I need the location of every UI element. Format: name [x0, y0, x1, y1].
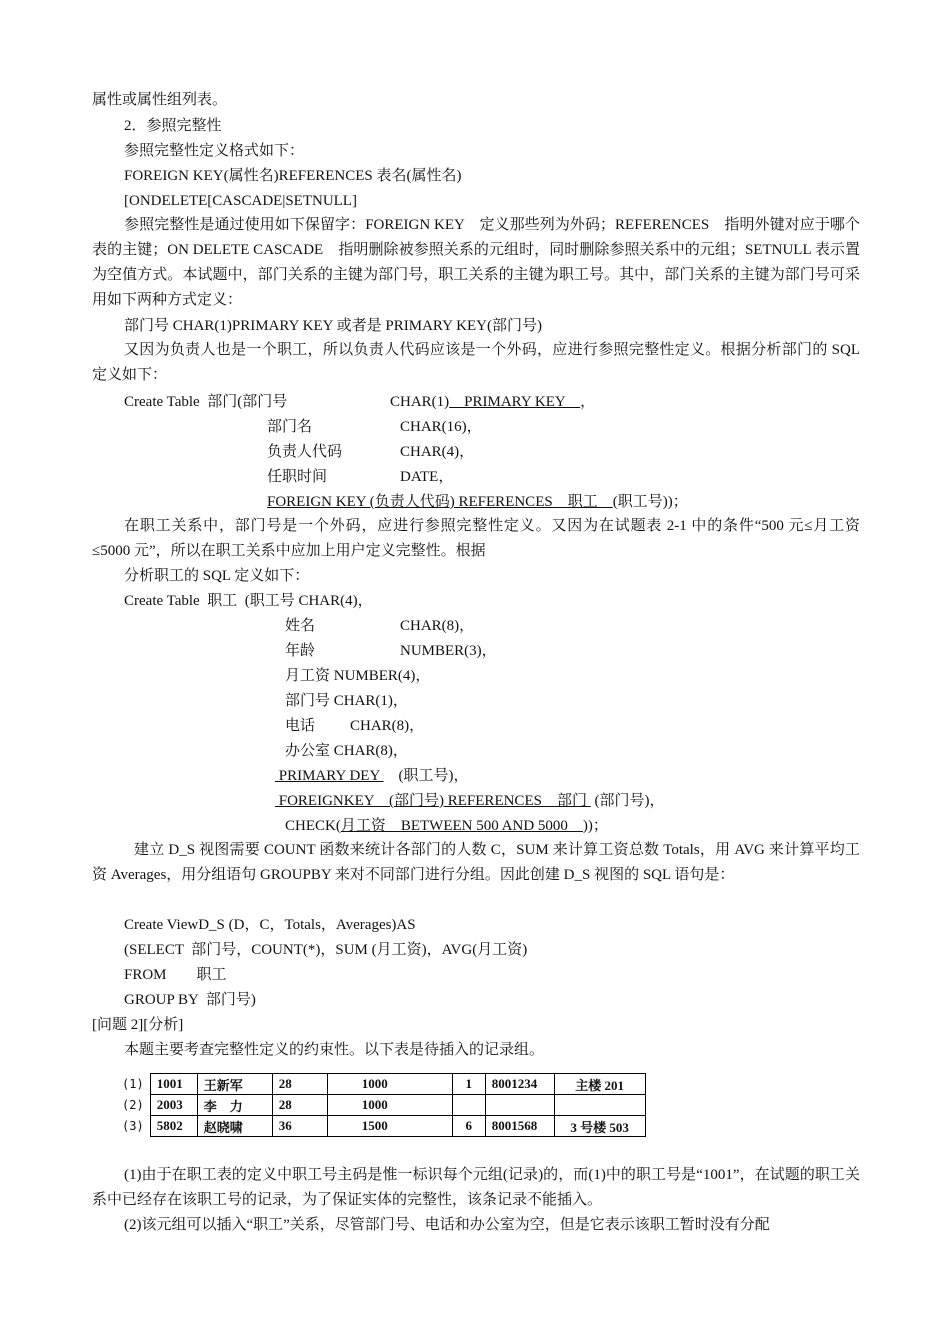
section-heading: [问题 2][分析]	[92, 1017, 184, 1033]
records-table	[122, 1073, 646, 1137]
dept-sql-type: CHAR(16)，	[400, 419, 482, 435]
table-cell: 1500	[327, 1116, 452, 1137]
dept-sql-type: DATE，	[400, 469, 454, 485]
dept-sql-pk: CHAR(1) PRIMARY KEY ，	[390, 394, 596, 410]
table-cell: 8001568	[485, 1116, 554, 1137]
text-line: 属性或属性组列表。	[92, 92, 228, 108]
paragraph: 在职工关系中，部门号是一个外码，应进行参照完整性定义。又因为在试题表 2-1 中的条件“500 元≤月工资≤5000 元”，所以在职工关系中应加上用户定义完整性。根据	[92, 518, 860, 559]
text-line: 分析职工的 SQL 定义如下：	[124, 568, 310, 584]
emp-sql-col: 姓名	[285, 618, 316, 634]
text-line: 参照完整性定义格式如下：	[124, 143, 305, 159]
table-cell	[485, 1095, 554, 1116]
paragraph: 又因为负责人也是一个职工，所以负责人代码应该是一个外码，应进行参照完整性定义。根据分析部门的 SQL 定义如下：	[92, 342, 860, 383]
dept-sql-col: 部门名	[267, 419, 313, 435]
emp-sql-col: 办公室 CHAR(8)，	[285, 743, 408, 759]
emp-sql-col: 电话	[285, 718, 316, 734]
text-line: 本题主要考查完整性定义的约束性。以下表是待插入的记录组。	[124, 1042, 545, 1058]
table-cell: 5802	[150, 1116, 197, 1137]
dept-sql-col: 任职时间	[267, 469, 328, 485]
code-line: GROUP BY 部门号)	[124, 992, 256, 1008]
dept-sql-type: CHAR(4)，	[400, 444, 475, 460]
table-cell: 6	[452, 1116, 485, 1137]
section-heading: 2．参照完整性	[124, 118, 222, 134]
table-cell: 28	[272, 1074, 327, 1095]
dept-sql-fk: FOREIGN KEY (负责人代码) REFERENCES 职工 (职工号))；	[267, 494, 688, 510]
emp-sql-type: CHAR(8)，	[400, 618, 475, 634]
emp-sql-col: 月工资 NUMBER(4)，	[285, 668, 431, 684]
paragraph: (2)该元组可以插入“职工”关系，尽管部门号、电话和办公室为空，但是它表示该职工暂时没有分配	[124, 1217, 770, 1233]
row-index: (3)	[122, 1119, 144, 1133]
emp-sql-pk: PRIMARY DEY (职工号)，	[275, 768, 469, 784]
table-cell	[452, 1095, 485, 1116]
dept-sql-col: 负责人代码	[267, 444, 343, 460]
emp-sql-col: 年龄	[285, 643, 316, 659]
table-cell	[554, 1095, 645, 1116]
table-row	[122, 1074, 645, 1095]
table-cell: 1	[452, 1074, 485, 1095]
table-cell: 2003	[150, 1095, 197, 1116]
row-index: (2)	[122, 1098, 144, 1112]
table-cell: 赵晓啸	[197, 1116, 272, 1137]
table-row	[122, 1116, 645, 1137]
table-cell: 主楼 201	[554, 1074, 645, 1095]
code-line: FROM 职工	[124, 967, 227, 983]
paragraph: 参照完整性是通过使用如下保留字：FOREIGN KEY 定义那些列为外码；REFERENCES 指明外键对应于哪个表的主键；ON DELETE CASCADE 指明删除被参照关系的元组时，同时删除参照关系中的元组；SETNULL 表示置为空值方式。本试题中，部门关系的主键为部门号，职工关系的主键为职工号。其中，部门关系的主键为部门号可采用如下两种方式定义：	[92, 217, 860, 308]
paragraph: (1)由于在职工表的定义中职工号主码是惟一标识每个元组(记录)的，而(1)中的职工号是“1001”，在试题的职工关系中已经存在该职工号的记录，为了保证实体的完整性，该条记录不能插入。	[92, 1167, 860, 1208]
table-cell: 3 号楼 503	[554, 1116, 645, 1137]
code-line: FOREIGN KEY(属性名)REFERENCES 表名(属性名)	[124, 168, 462, 184]
table-cell: 1000	[327, 1074, 452, 1095]
emp-sql-type: CHAR(8)，	[350, 718, 425, 734]
dept-sql-head: Create Table 部门(部门号	[124, 394, 288, 410]
code-line: Create ViewD_S (D，C，Totals，Averages)AS	[124, 917, 416, 933]
table-cell: 李 力	[197, 1095, 272, 1116]
emp-sql-head: Create Table 职工 (职工号 CHAR(4)，	[124, 593, 373, 609]
code-line: (SELECT 部门号，COUNT(*)，SUM (月工资)，AVG(月工资)	[124, 942, 528, 958]
table-cell: 1000	[327, 1095, 452, 1116]
emp-sql-check: CHECK(月工资 BETWEEN 500 AND 5000 ))；	[285, 818, 608, 834]
table-cell: 36	[272, 1116, 327, 1137]
table-cell: 1001	[150, 1074, 197, 1095]
emp-sql-type: NUMBER(3)，	[400, 643, 497, 659]
code-line: 部门号 CHAR(1)PRIMARY KEY 或者是 PRIMARY KEY(部门号)	[124, 318, 542, 334]
table-cell: 王新军	[197, 1074, 272, 1095]
table-cell: 8001234	[485, 1074, 554, 1095]
paragraph: 建立 D_S 视图需要 COUNT 函数来统计各部门的人数 C，SUM 来计算工资总数 Totals，用 AVG 来计算平均工资 Averages，用分组语句 GROUPBY 来对不同部门进行分组。因此创建 D_S 视图的 SQL 语句是：	[92, 842, 860, 883]
emp-sql-fk: FOREIGNKEY (部门号) REFERENCES 部门 (部门号)，	[275, 793, 665, 809]
emp-sql-col: 部门号 CHAR(1)，	[285, 693, 408, 709]
table-row	[122, 1095, 645, 1116]
code-line: [ONDELETE[CASCADE|SETNULL]	[124, 193, 357, 209]
row-index: (1)	[122, 1077, 144, 1091]
table-cell: 28	[272, 1095, 327, 1116]
